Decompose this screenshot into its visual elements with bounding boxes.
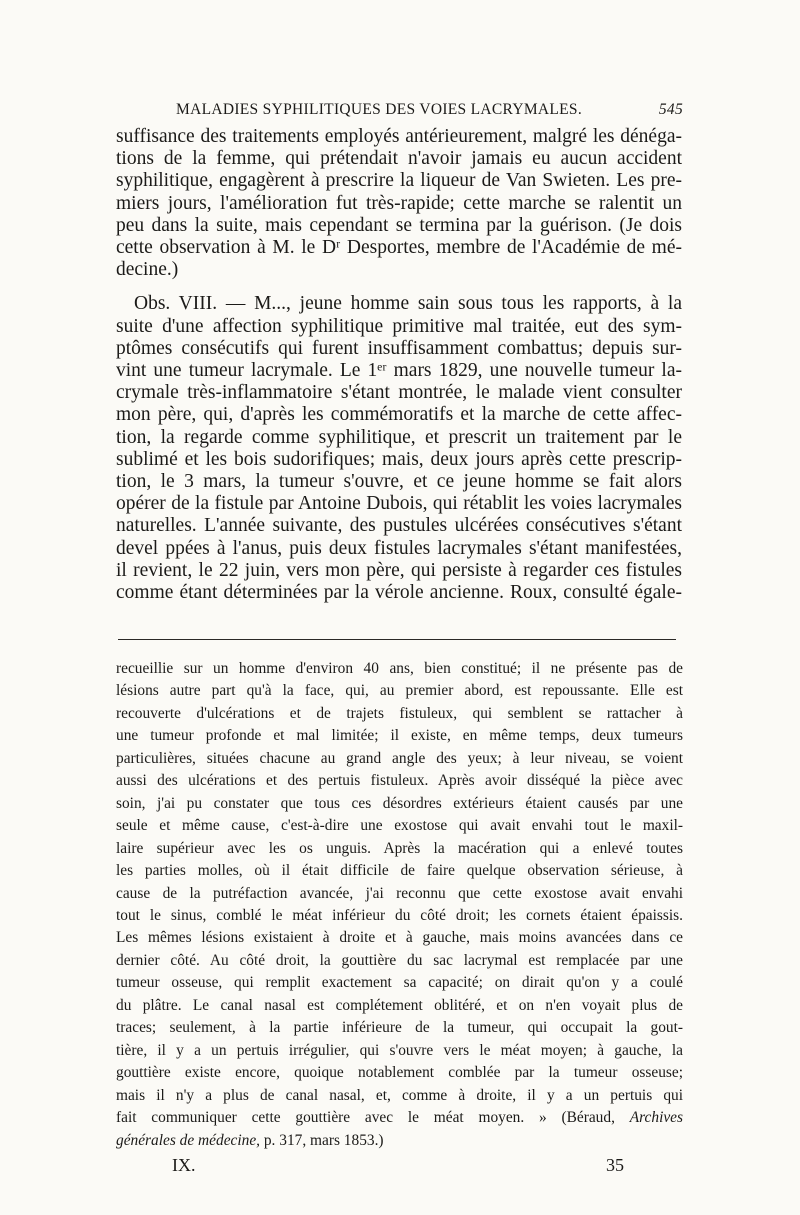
footnote-line: recueillie sur un homme d'environ 40 ans, bien constitué; il ne présente pas de	[116, 660, 683, 677]
main-text	[116, 126, 682, 604]
footnote-line: cause de la putréfaction avancée, j'ai reconnu que cette exostose avait envahi	[116, 884, 683, 902]
text-line: Obs. VIII. — M..., jeune homme sain sous tous les rapports, à la	[134, 293, 682, 315]
footnote-line: gouttière existe encore, quoique notablement comblée par la tumeur osseuse;	[116, 1064, 683, 1082]
text-line: ptômes consécutifs qui furent insuffisamment combattus; depuis sur-	[116, 337, 682, 359]
signature-mark: IX.	[172, 1155, 196, 1175]
footnote-rule	[118, 639, 676, 640]
footnote-line: recouverte d'ulcérations et de trajets fistuleux, qui semblent se rattacher à	[116, 704, 683, 722]
text-line: sublimé et les bois sudorifiques; mais, deux jours après cette prescrip-	[116, 448, 682, 470]
paragraph-observation-viii	[116, 293, 682, 604]
citation-tail: p. 317, mars 1853.)	[260, 1131, 384, 1149]
text-line: syphilitique, engagèrent à prescrire la liqueur de Van Swieten. Les pre-	[116, 170, 682, 192]
text-line: tions de la femme, qui prétendait n'avoir jamais eu aucun accident	[116, 148, 682, 170]
text-line: vint une tumeur lacrymale. Le 1ᵉʳ mars 1829, une nouvelle tumeur la-	[116, 360, 682, 382]
text-line: devel ppées à l'anus, puis deux fistules lacrymales s'étant manifestées,	[116, 537, 682, 559]
footnote-line: laire supérieur avec les os unguis. Après la macération qui a enlevé toutes	[116, 839, 683, 857]
footnote-line	[116, 1130, 683, 1152]
footnote-line: aussi des ulcérations et des pertuis fistuleux. Après avoir disséqué la pièce avec	[116, 772, 683, 790]
text-line: il revient, le 22 juin, vers mon père, qui persiste à regarder ces fistules	[116, 559, 682, 581]
citation-journal-end: générales de médecine,	[116, 1131, 261, 1149]
footnote-line: dernier côté. Au côté droit, la gouttière du sac lacrymal est remplacée par une	[116, 951, 683, 969]
text-line: opérer de la fistule par Antoine Dubois, qui rétablit les voies lacrymales	[116, 493, 682, 515]
text-line: crymale très-inflammatoire s'étant montrée, le malade vient consulter	[116, 382, 682, 404]
footnote-line: une tumeur profonde et mal limitée; il existe, en même temps, deux tumeurs	[116, 727, 683, 745]
footnote-line: mais il n'y a plus de canal nasal, et, comme à droite, il y a un pertuis qui	[116, 1086, 683, 1104]
text-line: mon père, qui, d'après les commémoratifs et la marche de cette affec-	[116, 404, 682, 426]
text-line: tion, la regarde comme syphilitique, et prescrit un traitement par le	[116, 426, 682, 448]
footnote-line: soin, j'ai pu constater que tous ces désordres extérieurs étaient causés par une	[116, 794, 683, 812]
footnote-line: tière, il y a un pertuis irrégulier, qui s'ouvre vers le méat moyen; à gauche, la	[116, 1041, 683, 1059]
text-line: comme étant déterminées par la vérole ancienne. Roux, consulté égale-	[116, 582, 682, 604]
footnote	[116, 658, 683, 1152]
footnote-line: particulières, situées chacune au grand angle des yeux; à leur niveau, se voient	[116, 749, 683, 767]
text-line: tion, le 3 mars, la tumeur s'ouvre, et ce jeune homme se fait alors	[116, 471, 682, 493]
footnote-line: du plâtre. Le canal nasal est complétement oblitéré, et on n'en voyait plus de	[116, 996, 683, 1014]
text-line: suffisance des traitements employés antérieurement, malgré les dénéga-	[116, 126, 682, 147]
footnote-line: Les mêmes lésions existaient à droite et à gauche, mais moins avancées dans ce	[116, 929, 683, 947]
text-line: miers jours, l'amélioration fut très-rapide; cette marche se ralentit un	[116, 192, 682, 214]
citation-journal-start: Archives	[629, 1109, 683, 1127]
footnote-line: seule et même cause, c'est-à-dire une exostose qui avait envahi tout le maxil-	[116, 817, 683, 835]
text-line: cette observation à M. le Dʳ Desportes, membre de l'Académie de mé-	[116, 237, 682, 259]
text-line: peu dans la suite, mais cependant se termina par la guérison. (Je dois	[116, 214, 682, 236]
footnote-line-text: fait communiquer cette gouttière avec le méat moyen. » (Béraud,	[116, 1109, 630, 1127]
text-line: naturelles. L'année suivante, des pustules ulcérées consécutives s'étant	[116, 515, 682, 537]
running-title: MALADIES SYPHILITIQUES DES VOIES LACRYMALES.	[176, 101, 583, 118]
paragraph-continuation	[116, 126, 682, 281]
footnote-line: les parties molles, où il était difficile de faire quelque observation sérieuse, à	[116, 862, 683, 880]
text-line: suite d'une affection syphilitique primitive mal traitée, eut des sym-	[116, 315, 682, 337]
sheet-number: 35	[606, 1155, 624, 1175]
page-number: 545	[658, 101, 683, 118]
footnote-line: lésions autre part qu'à la face, qui, au premier abord, est repoussante. Elle est	[116, 682, 683, 700]
footnote-line: traces; seulement, à la partie inférieure de la tumeur, qui occupait la gout-	[116, 1019, 683, 1037]
footnote-citation-line	[116, 1107, 683, 1129]
text-line: decine.)	[116, 259, 179, 281]
footnote-line: tumeur osseuse, qui remplit exactement sa capacité; on dirait qu'on y a coulé	[116, 974, 683, 992]
footnote-line: tout le sinus, comblé le méat inférieur du côté droit; les cornets étaient épaissis.	[116, 906, 683, 924]
